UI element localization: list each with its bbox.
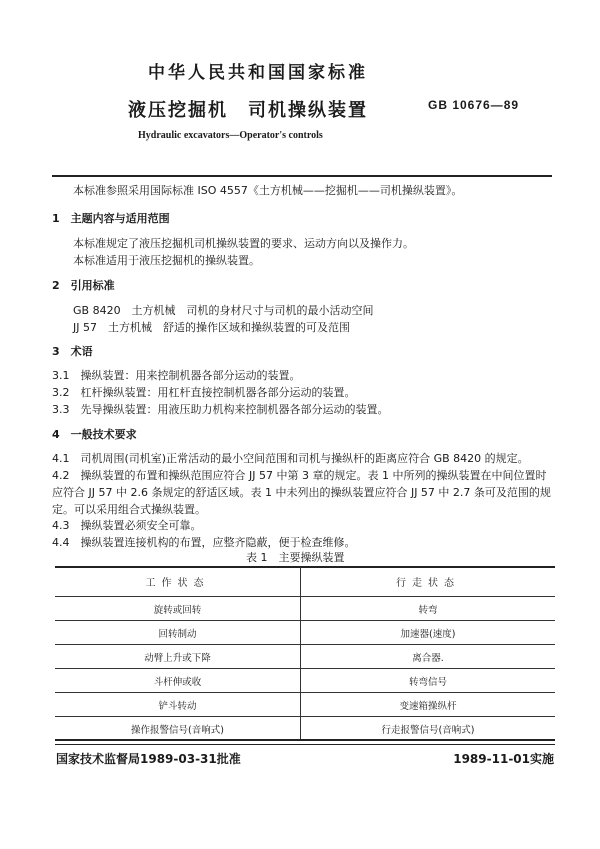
requirement-line: 4.3 操纵装置必须安全可靠。: [52, 519, 202, 532]
controls-table: [55, 567, 555, 741]
table-row: [55, 621, 555, 645]
cell: 转弯信号: [301, 669, 556, 693]
requirement-line: 定。可以采用组合式操纵装置。: [52, 503, 206, 516]
requirement-line: 4.2 操纵装置的布置和操纵范围应符合 JJ 57 中第 3 章的规定。表 1 中所列的操纵装置在中间位置时: [52, 469, 547, 482]
cell: 斗杆伸或收: [55, 669, 301, 693]
approval-date: 国家技术监督局1989-03-31批准: [56, 752, 241, 766]
table-caption: 表 1 主要操纵装置: [246, 551, 345, 564]
effective-date: 1989-11-01实施: [453, 752, 554, 766]
intro-text: 本标准参照采用国际标准 ISO 4557《土方机械——挖掘机——司机操纵装置》。: [73, 184, 463, 197]
cell: 操作报警信号(音响式): [55, 717, 301, 741]
table-row: [55, 597, 555, 621]
cell: 铲斗转动: [55, 693, 301, 717]
requirement-line: 4.4 操纵装置连接机构的布置，应整齐隐蔽，便于检查维修。: [52, 536, 356, 549]
reference-item: GB 8420 土方机械 司机的身材尺寸与司机的最小活动空间: [73, 304, 374, 317]
document-title-cn: 液压挖掘机 司机操纵装置: [128, 100, 368, 121]
term-item: 3.1 操纵装置：用来控制机器各部分运动的装置。: [52, 369, 301, 382]
requirement-line: 4.1 司机周围(司机室)正常活动的最小空间范围和司机与操纵杆的距离应符合 GB 8420 的规定。: [52, 452, 529, 465]
section-1-line: 本标准规定了液压挖掘机司机操纵装置的要求、运动方向以及操作力。: [73, 237, 414, 250]
term-item: 3.3 先导操纵装置：用液压助力机构来控制机器各部分运动的装置。: [52, 403, 389, 416]
cell: 转弯: [301, 597, 556, 621]
table-bottom-rule: [55, 739, 555, 741]
table-row: [55, 693, 555, 717]
footer-rule: [55, 744, 555, 745]
section-3-heading: 3 术语: [52, 345, 93, 358]
header-rule: [52, 175, 552, 177]
cell: 回转制动: [55, 621, 301, 645]
document-title-en: Hydraulic excavators—Operator's controls: [138, 130, 323, 141]
term-item: 3.2 杠杆操纵装置：用杠杆直接控制机器各部分运动的装置。: [52, 386, 356, 399]
table-header-row: [55, 567, 555, 597]
cell: 离合器.: [301, 645, 556, 669]
cell: 变速箱操纵杆: [301, 693, 556, 717]
header-travel: 行走状态: [301, 567, 556, 597]
section-1-heading: 1 主题内容与适用范围: [52, 212, 170, 225]
section-1-line: 本标准适用于液压挖掘机的操纵装置。: [73, 254, 260, 267]
requirement-line: 应符合 JJ 57 中 2.6 条规定的舒适区域。表 1 中未列出的操纵装置应符合 JJ 57 中 2.7 条可及范围的规: [52, 486, 551, 499]
standard-number: GB 10676—89: [428, 98, 520, 112]
table-row: [55, 717, 555, 741]
national-standard-label: 中华人民共和国国家标准: [148, 63, 368, 83]
cell: 动臂上升或下降: [55, 645, 301, 669]
section-4-heading: 4 一般技术要求: [52, 428, 137, 441]
table-row: [55, 645, 555, 669]
section-2-heading: 2 引用标准: [52, 279, 115, 292]
cell: 旋转或回转: [55, 597, 301, 621]
reference-item: JJ 57 土方机械 舒适的操作区域和操纵装置的可及范围: [73, 321, 350, 334]
header-working: 工作状态: [55, 567, 301, 597]
table-row: [55, 669, 555, 693]
cell: 加速器(速度): [301, 621, 556, 645]
cell: 行走报警信号(音响式): [301, 717, 556, 741]
